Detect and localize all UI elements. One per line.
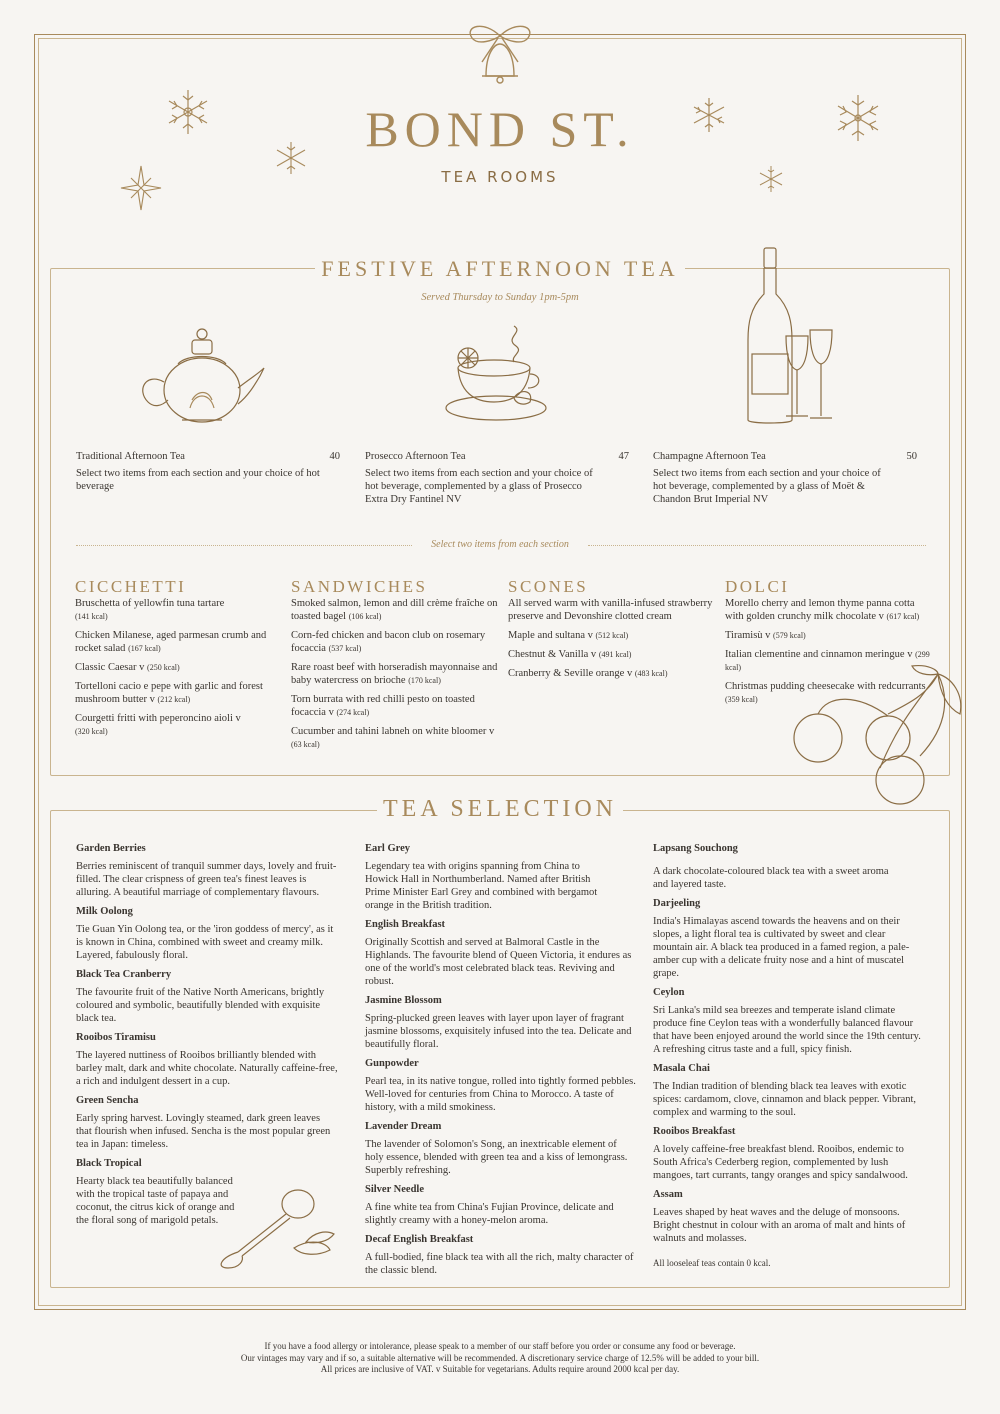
kcal: (617 kcal): [886, 612, 920, 621]
tea-name: Rooibos Tiramisu: [76, 1032, 156, 1043]
kcal: (512 kcal): [595, 631, 629, 640]
tea-description: A dark chocolate-coloured black tea with a sweet aroma and layered taste.: [653, 866, 889, 890]
kcal: (537 kcal): [328, 644, 362, 653]
menu-item: Chicken Milanese, aged parmesan crumb and rocket salad (167 kcal): [75, 630, 267, 654]
kcal: (320 kcal): [75, 727, 108, 736]
tea-item: [653, 986, 925, 1056]
kcal: (491 kcal): [598, 650, 632, 659]
teapot-illustration: [130, 320, 270, 428]
package-price: 47: [618, 451, 629, 462]
menu-item: Rare roast beef with horseradish mayonnaise and baby watercress on brioche (170 kcal): [291, 662, 498, 686]
divider-text: Select two items from each section: [431, 539, 569, 550]
menu-item: Classic Caesar v (250 kcal): [75, 662, 180, 673]
menu-item: Morello cherry and lemon thyme panna cotta with golden crunchy milk chocolate v (617 kcal): [725, 598, 920, 622]
tea-name: Rooibos Breakfast: [653, 1126, 736, 1137]
menu-item: Cranberry & Seville orange v (483 kcal): [508, 668, 668, 679]
package-header: [365, 450, 629, 463]
footer: [0, 1341, 1000, 1376]
menu-item: Tiramisù v (579 kcal): [725, 630, 806, 641]
tea-name: English Breakfast: [365, 919, 446, 930]
tea-description: Sri Lanka's mild sea breezes and temperate island climate produce fine Ceylon teas with a wonderfully balanced flavour that have been enjoyed around the world since the 19th century. A refreshing citrus taste and a full, spicy finish.: [653, 1005, 921, 1055]
tea-description: Tie Guan Yin Oolong tea, or the 'iron goddess of mercy', as it is known in China, combined with sweet and creamy milk. Layered, fabulously floral.: [76, 924, 334, 961]
footer-line: Our vintages may vary and if so, a suitable alternative will be recommended. A discretionary service charge of 12.5% will be added to your bill.: [240, 1352, 760, 1363]
tea-name: Jasmine Blossom: [365, 995, 442, 1006]
tea-name: Assam: [653, 1189, 683, 1200]
tea-item: [76, 842, 338, 899]
tea-selection-title: TEA SELECTION: [0, 796, 1000, 823]
tea-item: [365, 1120, 637, 1177]
tea-item: [653, 1188, 925, 1245]
tea-item: [653, 1062, 925, 1119]
tea-description: The Indian tradition of blending black tea leaves with exotic spices: cardamom, clove, cinnamon and black pepper. Vibrant, complex and warming to the soul.: [653, 1081, 917, 1118]
kcal: (274 kcal): [336, 708, 370, 717]
tea-description: A fine white tea from China's Fujian Province, delicate and slightly creamy with a honey-melon aroma.: [365, 1202, 614, 1226]
tea-name: Milk Oolong: [76, 906, 133, 917]
tea-description: The lavender of Solomon's Song, an inextricable element of holy essence, blended with green tea and a kiss of lemongrass. Superbly refreshing.: [365, 1139, 628, 1176]
menu-item: Cucumber and tahini labneh on white bloomer v (63 kcal): [291, 726, 495, 749]
kcal: (212 kcal): [157, 695, 191, 704]
tea-name: Silver Needle: [365, 1184, 425, 1195]
kcal: (359 kcal): [725, 695, 758, 704]
tea-item: [365, 1183, 637, 1227]
kcal: (141 kcal): [75, 612, 108, 621]
package-champagne: [653, 450, 917, 506]
tea-item: [76, 968, 338, 1025]
afternoon-tea-title: FESTIVE AFTERNOON TEA: [0, 256, 1000, 282]
package-prosecco: [365, 450, 629, 506]
kcal-note: All looseleaf teas contain 0 kcal.: [653, 1258, 771, 1268]
tea-item: [653, 842, 925, 891]
tea-item: [76, 1094, 338, 1151]
kcal: (106 kcal): [348, 612, 382, 621]
tea-item: [653, 1125, 925, 1182]
tea-description: Originally Scottish and served at Balmoral Castle in the Highlands. The favourite blend of Queen Victoria, it endures as one of the world's most celebrated black teas. Reviving and robust.: [365, 937, 632, 987]
package-name: Traditional Afternoon Tea: [76, 451, 185, 462]
tea-item: [365, 1233, 637, 1277]
tea-name: Black Tea Cranberry: [76, 969, 172, 980]
tea-description: Early spring harvest. Lovingly steamed, dark green leaves that flourish when infused. Sencha is the most popular green tea in Japan: timeless.: [76, 1113, 331, 1150]
kcal: (167 kcal): [128, 644, 161, 653]
tea-description: Leaves shaped by heat waves and the deluge of monsoons. Bright chestnut in colour with an aroma of malt and hints of walnuts and molasses.: [653, 1207, 906, 1244]
kcal: (299 kcal): [725, 650, 930, 672]
menu-item: Italian clementine and cinnamon meringue v (299 kcal): [725, 649, 930, 672]
kcal: (483 kcal): [634, 669, 668, 678]
tea-description: Berries reminiscent of tranquil summer days, lovely and fruit-filled. The clear crispness of green tea's finest leaves is alluring. A beautiful marriage of complementary flavours.: [76, 861, 337, 898]
kcal: (170 kcal): [408, 676, 441, 685]
tea-item: [365, 994, 637, 1051]
menu-item: Smoked salmon, lemon and dill crème fraîche on toasted bagel (106 kcal): [291, 598, 498, 622]
menu-item: All served warm with vanilla-infused strawberry preserve and Devonshire clotted cream: [508, 598, 713, 622]
menu-item: Tortelloni cacio e pepe with garlic and forest mushroom butter v (212 kcal): [75, 681, 263, 705]
bell-icon: [454, 18, 546, 88]
tea-name: Decaf English Breakfast: [365, 1234, 474, 1245]
section-cicchetti: [75, 577, 285, 744]
tea-name: Green Sencha: [76, 1095, 139, 1106]
tea-name: Masala Chai: [653, 1063, 710, 1074]
section-title: SCONES: [508, 577, 589, 596]
menu-item: Courgetti fritti with peperoncino aioli v (320 kcal): [75, 713, 241, 736]
tea-description: India's Himalayas ascend towards the heavens and on their slopes, a light floral tea is cultivated by sweet and clear mountain air. A black tea produced in a famed region, a pale-amber cup with a delicate fruity nose and a hint of muscatel grape.: [653, 916, 910, 979]
menu-item: Corn-fed chicken and bacon club on rosemary focaccia (537 kcal): [291, 630, 486, 654]
menu-item: Chestnut & Vanilla v (491 kcal): [508, 649, 632, 660]
section-title: CICCHETTI: [75, 577, 187, 596]
tea-item: [76, 1031, 338, 1088]
tea-description: Legendary tea with origins spanning from China to Howick Hall in Northumberland. Named after British Prime Minister Earl Grey and combined with bergamot orange in the British tradition.: [365, 861, 598, 911]
kcal: (250 kcal): [147, 663, 180, 672]
package-price: 50: [906, 451, 917, 462]
tea-description: Spring-plucked green leaves with layer upon layer of fragrant jasmine blossoms, exquisitely infused into the tea. Delicate and beautifully floral.: [365, 1013, 632, 1050]
tea-item: [365, 1057, 637, 1114]
package-price: 40: [329, 451, 340, 462]
tea-column-3: [653, 842, 925, 1270]
brand-title: BOND ST.: [365, 101, 635, 157]
section-title: DOLCI: [725, 577, 790, 596]
package-description: Select two items from each section and your choice of hot beverage, complemented by a glass of Moët & Chandon Brut Imperial NV: [653, 468, 881, 505]
menu-item: Torn burrata with red chilli pesto on toasted focaccia v (274 kcal): [291, 694, 475, 718]
tea-name: Garden Berries: [76, 843, 146, 854]
cherries-illustration: [788, 664, 966, 808]
footer-line: If you have a food allergy or intolerance, please speak to a member of our staff before you order or consume any food or beverage.: [264, 1341, 736, 1351]
tea-description: A lovely caffeine-free breakfast blend. Rooibos, endemic to South Africa's Cederberg region, complemented by lush mangoes, tart currants, tangy oranges and spicy sandalwood.: [653, 1144, 908, 1181]
tea-strainer-illustration: [210, 1184, 346, 1274]
tea-description: A full-bodied, fine black tea with all the rich, malty character of the classic blend.: [365, 1252, 634, 1276]
kcal: (579 kcal): [773, 631, 806, 640]
tea-name: Lapsang Souchong: [653, 843, 738, 854]
tea-item: [365, 918, 637, 988]
tea-name: Lavender Dream: [365, 1121, 442, 1132]
section-scones: [508, 577, 718, 686]
tea-description: Pearl tea, in its native tongue, rolled into tightly formed pebbles. Well-loved for centuries from China to Morocco. A taste of history, with a mild smokiness.: [365, 1076, 636, 1113]
package-header: [653, 450, 917, 463]
tea-description: The layered nuttiness of Rooibos brilliantly blended with barley malt, dark and white chocolate. Naturally caffeine-free, a rich and indulgent dessert in a cup.: [76, 1050, 338, 1087]
served-times: Served Thursday to Sunday 1pm-5pm: [421, 292, 579, 303]
tea-item: [76, 905, 338, 962]
kcal: (63 kcal): [291, 740, 320, 749]
package-description: Select two items from each section and your choice of hot beverage: [76, 468, 320, 492]
package-header: [76, 450, 340, 463]
tea-column-2: [365, 842, 637, 1283]
menu-item: Bruschetta of yellowfin tuna tartare (141 kcal): [75, 598, 225, 621]
section-sandwiches: [291, 577, 501, 757]
section-title: SANDWICHES: [291, 577, 428, 596]
brand-subtitle: TEA ROOMS: [441, 168, 559, 186]
teacup-illustration: [444, 322, 554, 426]
package-name: Champagne Afternoon Tea: [653, 451, 766, 462]
champagne-illustration: [740, 244, 840, 434]
tea-column-1: [76, 842, 338, 1233]
package-description: Select two items from each section and your choice of hot beverage, complemented by a glass of Prosecco Extra Dry Fantinel NV: [365, 468, 593, 505]
menu-item: Christmas pudding cheesecake with redcurrants (359 kcal): [725, 681, 926, 704]
tea-item: [653, 897, 925, 980]
tea-description: The favourite fruit of the Native North Americans, brightly coloured and symbolic, beautifully blended with exquisite black tea.: [76, 987, 325, 1024]
tea-name: Earl Grey: [365, 843, 411, 854]
footer-line: All prices are inclusive of VAT. v Suitable for vegetarians. Adults require around 2000 kcal per day.: [320, 1364, 680, 1374]
tea-name: Gunpowder: [365, 1058, 419, 1069]
tea-item: [365, 842, 637, 912]
tea-name: Ceylon: [653, 987, 685, 998]
package-name: Prosecco Afternoon Tea: [365, 451, 466, 462]
tea-name: Darjeeling: [653, 898, 701, 909]
menu-item: Maple and sultana v (512 kcal): [508, 630, 629, 641]
package-traditional: [76, 450, 340, 493]
tea-description: Hearty black tea beautifully balanced with the tropical taste of papaya and coconut, the citrus kick of orange and the floral song of marigold petals.: [76, 1176, 235, 1226]
tea-name: Black Tropical: [76, 1158, 142, 1169]
